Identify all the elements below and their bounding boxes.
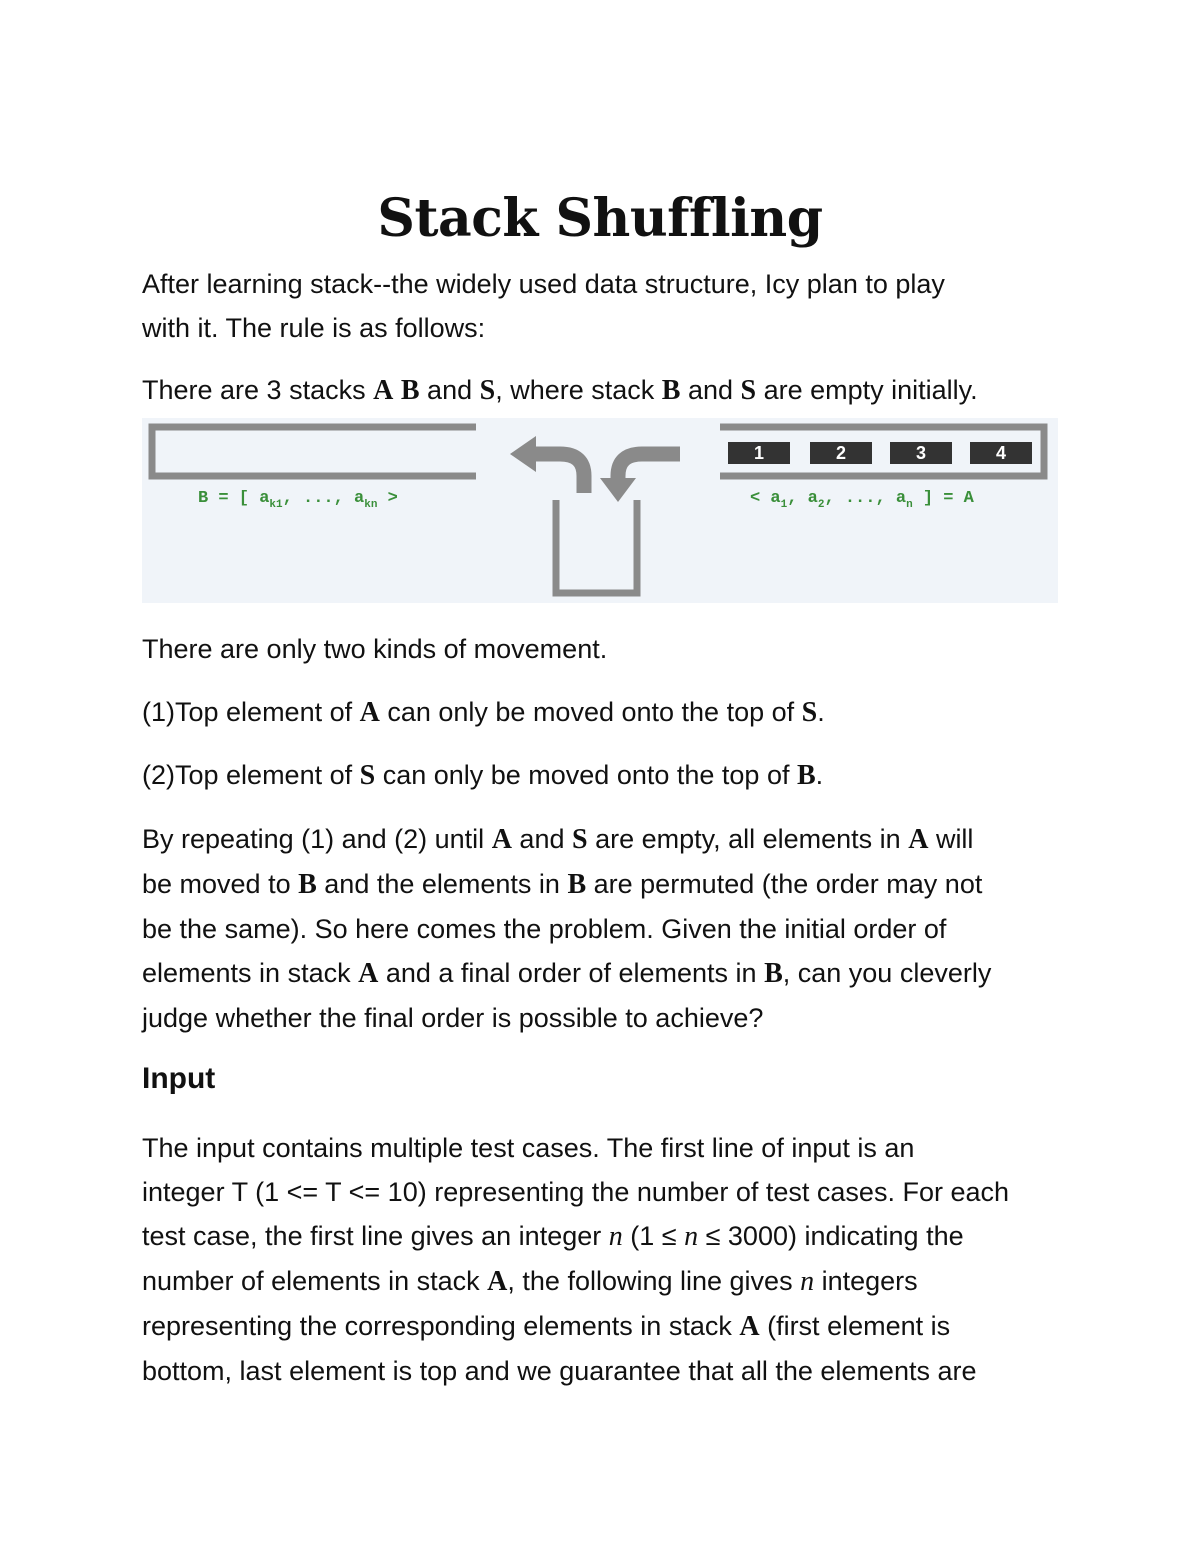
text: and the elements in — [316, 869, 568, 899]
stack-s-shape — [556, 500, 637, 593]
text: are permuted (the order may not — [586, 869, 983, 899]
math-n: n — [608, 1221, 623, 1252]
text: . — [815, 760, 824, 790]
math-a: A — [487, 1266, 508, 1297]
element-box-label: 1 — [753, 443, 765, 463]
text: representing the corresponding elements in stack — [142, 1311, 740, 1341]
intro-paragraph — [142, 262, 1058, 350]
text: and — [419, 375, 480, 405]
input-heading: Input — [142, 1062, 216, 1095]
stack-a-elements — [728, 442, 1032, 464]
text: elements in stack — [142, 958, 359, 988]
movement-rule-1 — [142, 690, 1058, 735]
math-s: S — [479, 375, 496, 406]
text: can only be moved onto the top of — [379, 697, 802, 727]
text: . — [817, 697, 825, 727]
text: , can you cleverly — [782, 958, 992, 988]
math-b: B — [796, 760, 816, 791]
text: There are 3 stacks — [142, 375, 374, 405]
stack-diagram — [142, 418, 1058, 603]
math-a: A — [358, 958, 379, 989]
arrow-a-to-s-icon — [618, 454, 680, 480]
explain-paragraph — [142, 817, 1058, 1040]
page-title: Stack Shuffling — [377, 188, 823, 249]
math-s: S — [359, 760, 376, 791]
math-b: B — [661, 375, 681, 406]
element-box-label: 3 — [915, 443, 927, 463]
stack-a-label: < $a_1$, $a_2$, ..., $a_n$ ] = A — [750, 489, 974, 511]
math-b: B — [298, 869, 317, 900]
intro-line-1: After learning stack--the widely used data structure, Icy plan to play — [142, 269, 945, 299]
math-a: A — [373, 375, 394, 406]
arrow-s-to-b-head-icon — [510, 436, 536, 472]
arrow-s-to-b-icon — [534, 454, 584, 493]
rule-paragraph — [142, 368, 1058, 413]
text: can only be moved onto the top of — [375, 760, 797, 790]
text: indicating the — [796, 1221, 964, 1251]
text: be moved to — [142, 869, 299, 899]
text: are empty, all elements in — [587, 824, 909, 854]
text: judge whether the final order is possible to achieve? — [142, 1003, 764, 1033]
math-n: n — [800, 1266, 815, 1297]
arrow-a-to-s-head-icon — [600, 478, 636, 502]
element-box-label: 2 — [835, 443, 847, 463]
math-a: A — [908, 824, 929, 855]
math-a: A — [739, 1311, 760, 1342]
text: test case, the first line gives an integer — [142, 1221, 609, 1251]
math-a: A — [359, 697, 380, 728]
math-b: B — [400, 375, 420, 406]
math-a: A — [491, 824, 512, 855]
math-b: B — [764, 958, 783, 989]
text: integers — [814, 1266, 918, 1296]
text: , where stack — [495, 375, 662, 405]
stack-diagram-svg — [142, 418, 1058, 603]
stack-b-shape — [152, 427, 476, 476]
text: , the following line gives — [507, 1266, 801, 1296]
text: and — [680, 375, 741, 405]
text: (1)Top element of — [142, 697, 360, 727]
movement-intro: There are only two kinds of movement. — [142, 634, 608, 664]
text: bottom, last element is top and we guarantee that all the elements are — [142, 1356, 977, 1386]
text: By repeating (1) and (2) until — [142, 824, 492, 854]
text: integer T (1 <= T <= 10) representing the number of test cases. For each — [142, 1177, 1010, 1207]
text: will — [928, 824, 974, 854]
math-b: B — [567, 869, 587, 900]
text: ≤ 3000) — [698, 1221, 797, 1251]
text: are empty initially. — [756, 375, 978, 405]
movement-rule-2 — [142, 753, 1058, 798]
stack-b-label: B = [ $a_{k1}$, ..., $a_{kn}$ > — [198, 489, 398, 511]
text: The input contains multiple test cases. The first line of input is an — [142, 1133, 915, 1163]
math-s: S — [740, 375, 757, 406]
input-paragraph — [142, 1126, 1058, 1393]
math-s: S — [801, 697, 818, 728]
math-n: n — [684, 1221, 699, 1252]
text: be the same). So here comes the problem. Given the initial order of — [142, 914, 947, 944]
text: (first element is — [759, 1311, 951, 1341]
text: (2)Top element of — [142, 760, 360, 790]
text: and — [511, 824, 572, 854]
element-box-label: 4 — [995, 443, 1007, 463]
intro-line-2: with it. The rule is as follows: — [142, 313, 486, 343]
text: and a final order of elements in — [378, 958, 765, 988]
text: (1 ≤ — [622, 1221, 685, 1251]
math-s: S — [571, 824, 588, 855]
text: number of elements in stack — [142, 1266, 488, 1296]
